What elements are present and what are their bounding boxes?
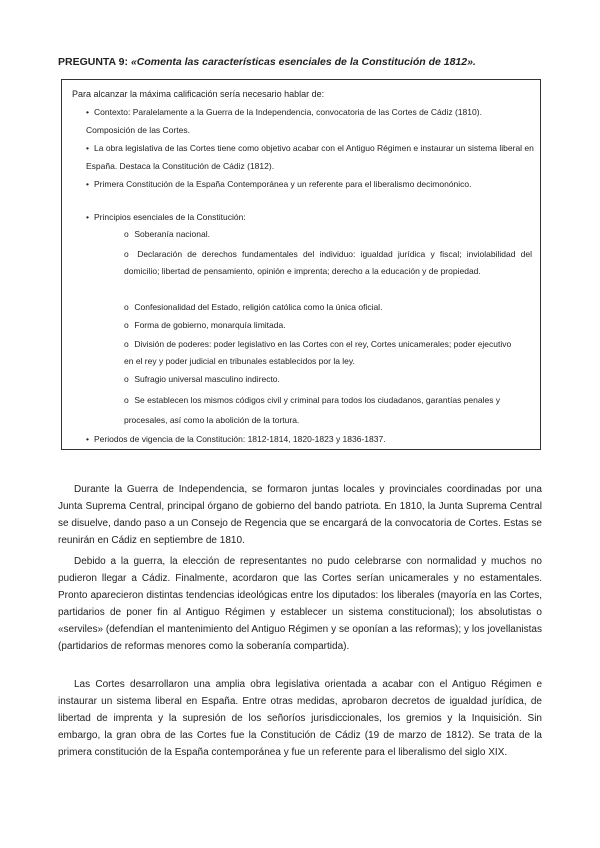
principle-item: o Forma de gobierno, monarquía limitada. bbox=[124, 320, 286, 330]
criteria-item: • Primera Constitución de la España Contemporánea y un referente para el liberalismo decimonónico. bbox=[86, 179, 472, 189]
criteria-item: • Contexto: Paralelamente a la Guerra de la Independencia, convocatoria de las Cortes de Cádiz (1810). Composición de las Cortes. bbox=[86, 107, 482, 135]
principle-item: o Declaración de derechos fundamentales del individuo: igualdad jurídica y fiscal; inviolabilidad del domicilio; libertad de pensamiento, opinión e imprenta; derecho a la educación y de propiedad. bbox=[124, 249, 532, 276]
criteria-intro: Para alcanzar la máxima calificación sería necesario hablar de: bbox=[72, 89, 325, 99]
criteria-item: • Periodos de vigencia de la Constitución: 1812-1814, 1820-1823 y 1836-1837. bbox=[86, 434, 386, 444]
principle-item: o Sufragio universal masculino indirecto. bbox=[124, 374, 280, 384]
principle-item: o Soberanía nacional. bbox=[124, 229, 210, 239]
page-title bbox=[58, 56, 476, 68]
body-paragraph: Debido a la guerra, la elección de representantes no pudo celebrarse con normalidad y muchos no pudieron llegar a Cádiz. Finalmente, acordaron que las Cortes serían unicamerales y no estamentales. Pronto aparecieron distintas tendencias ideológicas entre los diputados: los liberales (mayoría en las Cortes, partidarios de poner fin al Antiguo Régimen y establecer un sistema constitucional); los absolutistas o «serviles» (defendían el mantenimiento del Antiguo Régimen y se oponían a las reformas); y los jovellanistas (partidarios de reformas menores como la soberanía compartida). bbox=[58, 556, 542, 652]
criteria-item: • Principios esenciales de la Constitución: bbox=[86, 212, 246, 222]
question-text: «Comenta las características esenciales de la Constitución de 1812». bbox=[130, 56, 476, 68]
body-paragraph: Durante la Guerra de Independencia, se formaron juntas locales y provinciales coordinadas por una Junta Suprema Central, principal órgano de gobierno del bando patriota. En 1810, la Junta Suprema Central se disuelve, dando paso a un Consejo de Regencia que se encargará de la convocatoria de Cortes. Estas se reunirán en Cádiz en septiembre de 1810. bbox=[58, 484, 542, 546]
grading-criteria-box bbox=[61, 79, 541, 450]
question-label: PREGUNTA 9: bbox=[58, 56, 129, 68]
principle-item: o Se establecen los mismos códigos civil y criminal para todos los ciudadanos, garantías penales y procesales, así como la abolición de la tortura. bbox=[124, 395, 501, 425]
principle-item: o Confesionalidad del Estado, religión católica como la única oficial. bbox=[124, 302, 383, 312]
principle-item: o División de poderes: poder legislativo en las Cortes con el rey, Cortes unicamerales; poder ejecutivo en el rey y poder judicial en tribunales establecidos por la ley. bbox=[124, 339, 512, 366]
criteria-item: • La obra legislativa de las Cortes tiene como objetivo acabar con el Antiguo Régimen e instaurar un sistema liberal en España. Destaca la Constitución de Cádiz (1812). bbox=[86, 143, 534, 171]
body-paragraph: Las Cortes desarrollaron una amplia obra legislativa orientada a acabar con el Antiguo Régimen e instaurar un sistema liberal en España. Entre otras medidas, aprobaron decretos de igualdad jurídica, de libertad de imprenta y la supresión de los señoríos jurisdiccionales, los gremios y la Inquisición. Sin embargo, la gran obra de las Cortes fue la Constitución de Cádiz (19 de marzo de 1812). Se trata de la primera constitución de la España contemporánea y fue un referente para el liberalismo del siglo XIX. bbox=[58, 679, 542, 758]
